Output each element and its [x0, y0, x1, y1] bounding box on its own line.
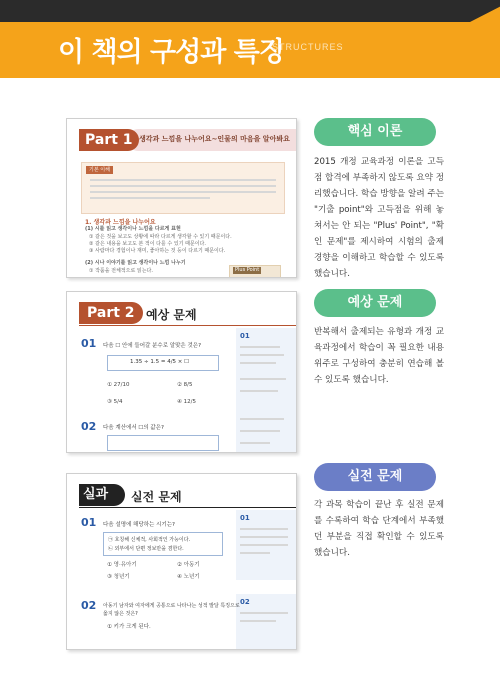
choice: ④ 12/5 — [177, 399, 197, 405]
section-description-expected-questions: 반복해서 출제되는 유형과 개정 교육과정에서 학습이 꼭 필요한 내용 위주로 구성하여 충분히 연습해 볼 수 있도록 했습니다. — [314, 327, 444, 385]
part-label: Part 1 — [79, 129, 139, 151]
section-heading: 1. 생각과 느낌을 나누어요 — [85, 219, 156, 226]
text-line — [240, 362, 276, 364]
condition-line: ㉠ 호칭해 신체적, 사회적인 가능이다. — [108, 537, 191, 543]
choice: ③ 청년기 — [107, 574, 130, 580]
question-number: 02 — [81, 420, 97, 433]
solution-number: 02 — [240, 598, 250, 606]
text-line — [90, 185, 276, 187]
page-thumbnail-part3 — [66, 473, 297, 650]
summary-tag: 기본 이해 — [86, 166, 113, 174]
text-line — [240, 378, 286, 380]
section-description-core-theory: 2015 개정 교육과정 이론을 고득점 합격에 부족하지 않도록 요약 정리했습니다. 학습 방향을 알려 주는 "기출 point"와 고득점을 위해 놓쳐서는 안 되는 "Plus' Point", "확인 문제"를 제시하여 시험의 출제 경향을 이해하고 학습할 수 있도록 했습니다. — [314, 157, 444, 279]
text-line — [240, 442, 270, 444]
plus-point-label: Plus Point — [235, 267, 260, 273]
subheading: (2) 시나 이야기를 읽고 생각이나 느낌 나누기 — [85, 260, 186, 266]
solution-number: 01 — [240, 514, 250, 522]
title-rule — [79, 325, 296, 326]
part-title: 생각과 느낌을 나누어요~인물의 마음을 알아봐요 — [139, 135, 290, 143]
question-text: 다음 계산에서 ☐의 값은? — [103, 425, 164, 431]
solution-panel — [236, 510, 296, 580]
section-pill-practice-questions: 실전 문제 — [314, 463, 436, 491]
choice: ① 키가 크게 된다. — [107, 624, 151, 630]
text-line: ① 작품을 전체적으로 읽는다. — [89, 268, 153, 274]
text-line — [90, 179, 276, 181]
choice: ① 27/10 — [107, 382, 130, 388]
part-label: 실과 — [79, 484, 125, 506]
section-pill-core-theory: 핵심 이론 — [314, 118, 436, 146]
header-dark-band — [0, 0, 500, 22]
summary-box — [81, 162, 285, 214]
choice: ④ 노년기 — [177, 574, 200, 580]
text-line — [240, 612, 288, 614]
text-line: ③ 사람마다 경험이나 재미, 좋아하는 것 등이 다르기 때문이다. — [89, 248, 226, 254]
choice: ① 영·유아기 — [107, 562, 137, 568]
part-title: 실전 문제 — [131, 490, 182, 504]
part-label: Part 2 — [79, 302, 143, 324]
text-line — [240, 544, 288, 546]
text-line — [240, 552, 270, 554]
formula: 1.35 ÷ 1.5 = 4/5 × ☐ — [130, 359, 190, 365]
question-text: 옳지 않은 것은? — [103, 611, 138, 617]
question-number: 01 — [81, 337, 97, 350]
subheading: (1) 시를 읽고 생각이나 느낌을 다르게 표현 — [85, 226, 181, 232]
condition-box — [103, 532, 223, 556]
plus-point-box — [229, 265, 281, 278]
text-line — [240, 430, 280, 432]
question-number: 02 — [81, 599, 97, 612]
text-line — [240, 390, 278, 392]
part-title: 예상 문제 — [146, 308, 197, 322]
choice: ② 8/5 — [177, 382, 193, 388]
condition-line: ㉡ 외부에서 단편 정보만을 겸한다. — [108, 546, 184, 552]
title-rule — [79, 507, 296, 508]
text-line — [240, 536, 288, 538]
solution-panel — [236, 328, 296, 452]
formula-box — [107, 435, 219, 451]
text-line — [240, 346, 280, 348]
text-line — [240, 418, 284, 420]
question-text: 아동기 남자와 여자에게 공통으로 나타나는 성적 발달 특징으로 — [103, 603, 240, 609]
choice: ③ 5/4 — [107, 399, 123, 405]
section-pill-expected-questions: 예상 문제 — [314, 289, 436, 317]
section-description-practice-questions: 각 과목 학습이 끝난 후 실전 문제를 수록하여 학습 단계에서 부족했던 부분을 직접 확인할 수 있도록 했습니다. — [314, 500, 444, 558]
choice: ② 아동기 — [177, 562, 200, 568]
formula-box — [107, 355, 219, 371]
page-thumbnail-part2 — [66, 291, 297, 453]
header — [0, 22, 500, 78]
question-text: 다음 ☐ 안에 들어갈 분수로 알맞은 것은? — [103, 343, 202, 349]
page-subtitle: STRUCTURES — [272, 42, 344, 52]
text-line: ① 같은 것을 보고도 상황에 따라 다르게 생각할 수 있기 때문이다. — [89, 234, 232, 240]
text-line — [90, 197, 210, 199]
text-line: ② 같은 내용을 보고도 본 적이 다를 수 있기 때문이다. — [89, 241, 206, 247]
text-line — [240, 620, 276, 622]
text-line — [240, 354, 284, 356]
text-line — [240, 528, 288, 530]
solution-panel — [236, 594, 296, 649]
page-thumbnail-part1 — [66, 118, 297, 278]
question-text: 다음 설명에 해당하는 시기는? — [103, 522, 175, 528]
page-title: 이 책의 구성과 특징 — [58, 37, 284, 68]
text-line — [90, 191, 276, 193]
solution-number: 01 — [240, 332, 250, 340]
question-number: 01 — [81, 516, 97, 529]
